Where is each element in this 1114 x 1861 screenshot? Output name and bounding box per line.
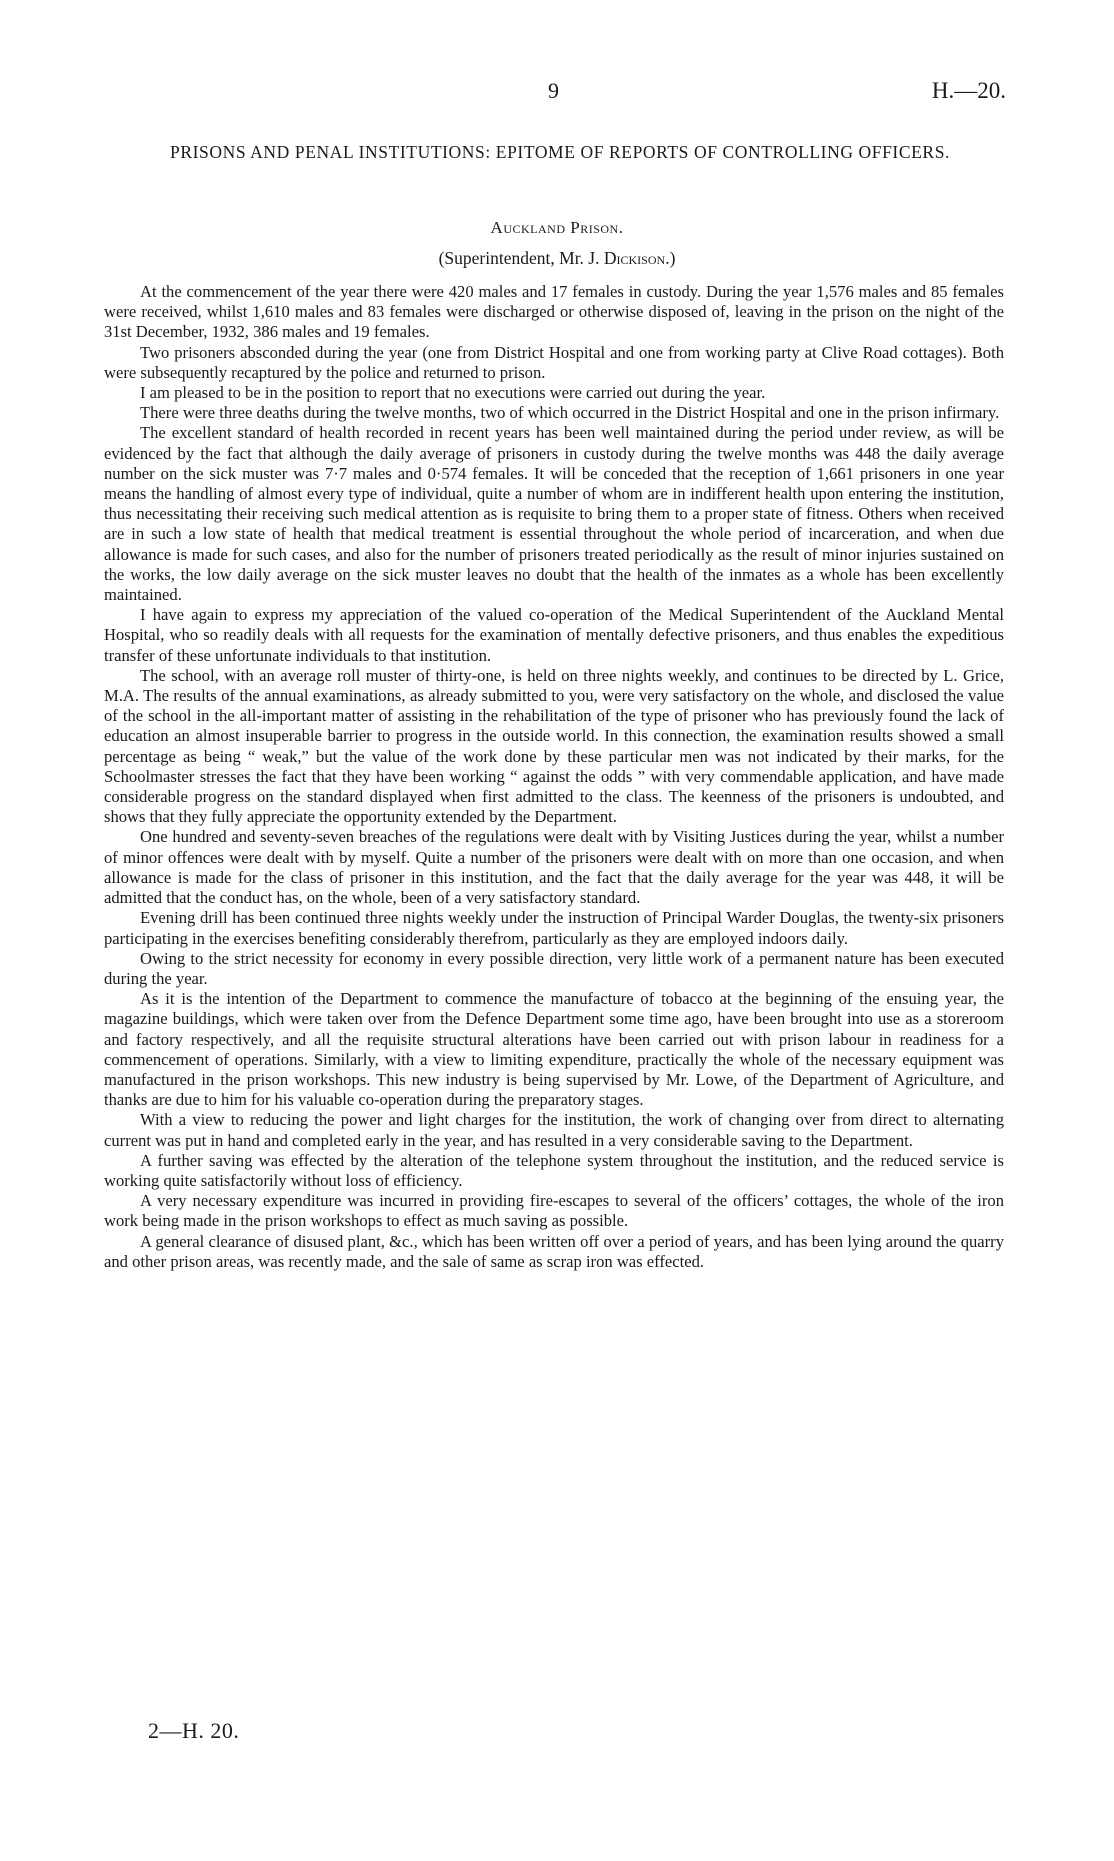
paragraph-drill: Evening drill has been continued three nights weekly under the instruction of Principal Warder Douglas, the twenty-six prisoners participating in the exercises benefiting considerably therefrom, particularly as they are employed indoors daily.: [104, 908, 1004, 948]
paragraph-breaches: One hundred and seventy-seven breaches of the regulations were dealt with by Visiting Justices during the year, whilst a number of minor offences were dealt with by myself. Quite a number of the prisoners were dealt with on more than one occasion, and when allowance is made for the class of prisoner in this institution, and the fact that the daily average for the year was 448, it will be admitted that the conduct has, on the whole, been of a very satisfactory standard.: [104, 827, 1004, 908]
document-reference: H.—20.: [931, 78, 1006, 103]
signature-reference: 2—H. 20.: [148, 1718, 240, 1743]
paragraph-school: The school, with an average roll muster of thirty-one, is held on three nights weekly, and continues to be directed by L. Grice, M.A. The results of the annual examinations, as already submitted to you, were very satisfactory on the whole, and disclosed the value of the school in the all-important matter of assisting in the rehabilitation of the type of prisoner who has previously found the lack of education an almost insuperable barrier to progress in the outside world. In this connection, the examination results showed a small percentage as being “ weak,” but the value of the work done by these particular men was not indicated by their marks, for the Schoolmaster stresses the fact that they have been working “ against the odds ” with very commendable application, and have made considerable progress on the standard displayed when first admitted to the class. The keenness of the prisoners is undoubted, and shows that they fully appreciate the opportunity extended by the Department.: [104, 665, 1004, 827]
report-body: [104, 282, 1004, 1272]
paragraph-health: The excellent standard of health recorded in recent years has been well maintained during the period under review, as will be evidenced by the fact that although the daily average of prisoners in custody during the twelve months was 448 the daily average number on the sick muster was 7·7 males and 0·574 females. It will be conceded that the reception of 1,661 prisoners in one year means the handling of almost every type of individual, quite a number of whom are in indifferent health upon entering the institution, thus necessitating their receiving such medical attention as is requisite to bring them to a proper state of fitness. Others when received are in such a low state of health that medical treatment is essential throughout the whole period of incarceration, and when due allowance is made for such cases, and also for the number of prisoners treated periodically as the result of minor injuries sustained on the works, the low daily average on the sick muster leaves no doubt that the health of the inmates as a whole has been excellently maintained.: [104, 423, 1004, 605]
paragraph-absconded: Two prisoners absconded during the year (one from District Hospital and one from working party at Clive Road cottages). Both were subsequently recaptured by the police and returned to prison.: [104, 342, 1004, 382]
paragraph-telephone: A further saving was effected by the alteration of the telephone system throughout the institution, and the reduced service is working quite satisfactorily without loss of efficiency.: [104, 1150, 1004, 1190]
page-title: PRISONS AND PENAL INSTITUTIONS: EPITOME OF REPORTS OF CONTROLLING OFFICERS.: [170, 142, 950, 162]
paragraph-clearance: A general clearance of disused plant, &c., which has been written off over a period of years, and has been lying around the quarry and other prison areas, was recently made, and the sale of same as scrap iron was effected.: [104, 1231, 1004, 1271]
section-heading: Auckland Prison.: [490, 218, 624, 237]
paragraph-custody: At the commencement of the year there were 420 males and 17 females in custody. During the year 1,576 males and 85 females were received, whilst 1,610 males and 83 females were discharged or otherwise disposed of, leaving in the prison on the night of the 31st December, 1932, 386 males and 19 females.: [104, 282, 1004, 342]
superintendent-name: Dickison: [603, 248, 666, 268]
superintendent-line: [0, 248, 1114, 269]
paragraph-deaths: There were three deaths during the twelve months, two of which occurred in the District Hospital and one in the prison infirmary.: [140, 403, 1000, 423]
paragraph-executions: I am pleased to be in the position to report that no executions were carried out during the year.: [140, 383, 766, 403]
paragraph-mental-hospital: I have again to express my appreciation of the valued co-operation of the Medical Superintendent of the Auckland Mental Hospital, who so readily deals with all requests for the examination of mentally defective prisoners, and thus enables the expeditious transfer of these unfortunate individuals to that institution.: [104, 605, 1004, 665]
superintendent-suffix: .): [665, 248, 676, 268]
paragraph-tobacco: As it is the intention of the Department to commence the manufacture of tobacco at the beginning of the ensuing year, the magazine buildings, which were taken over from the Defence Department some time ago, have been brought into use as a storeroom and factory respectively, and all the requisite structural alterations have been carried out with prison labour in readiness for a commencement of operations. Similarly, with a view to limiting expenditure, practically the whole of the necessary equipment was manufactured in the prison workshops. This new industry is being supervised by Mr. Lowe, of the Department of Agriculture, and thanks are due to him for his valuable co-operation during the preparatory stages.: [104, 989, 1004, 1110]
paragraph-power: With a view to reducing the power and light charges for the institution, the work of changing over from direct to alternating current was put in hand and completed early in the year, and has resulted in a very considerable saving to the Department.: [104, 1110, 1004, 1150]
page-header: [0, 78, 1114, 108]
paragraph-fire-escapes: A very necessary expenditure was incurred in providing fire-escapes to several of the officers’ cottages, the whole of the iron work being made in the prison workshops to effect as much saving as possible.: [104, 1191, 1004, 1231]
paragraph-economy: Owing to the strict necessity for economy in every possible direction, very little work of a permanent nature has been executed during the year.: [104, 948, 1004, 988]
superintendent-prefix: (Superintendent, Mr. J.: [438, 248, 604, 268]
page-number: 9: [548, 78, 559, 103]
